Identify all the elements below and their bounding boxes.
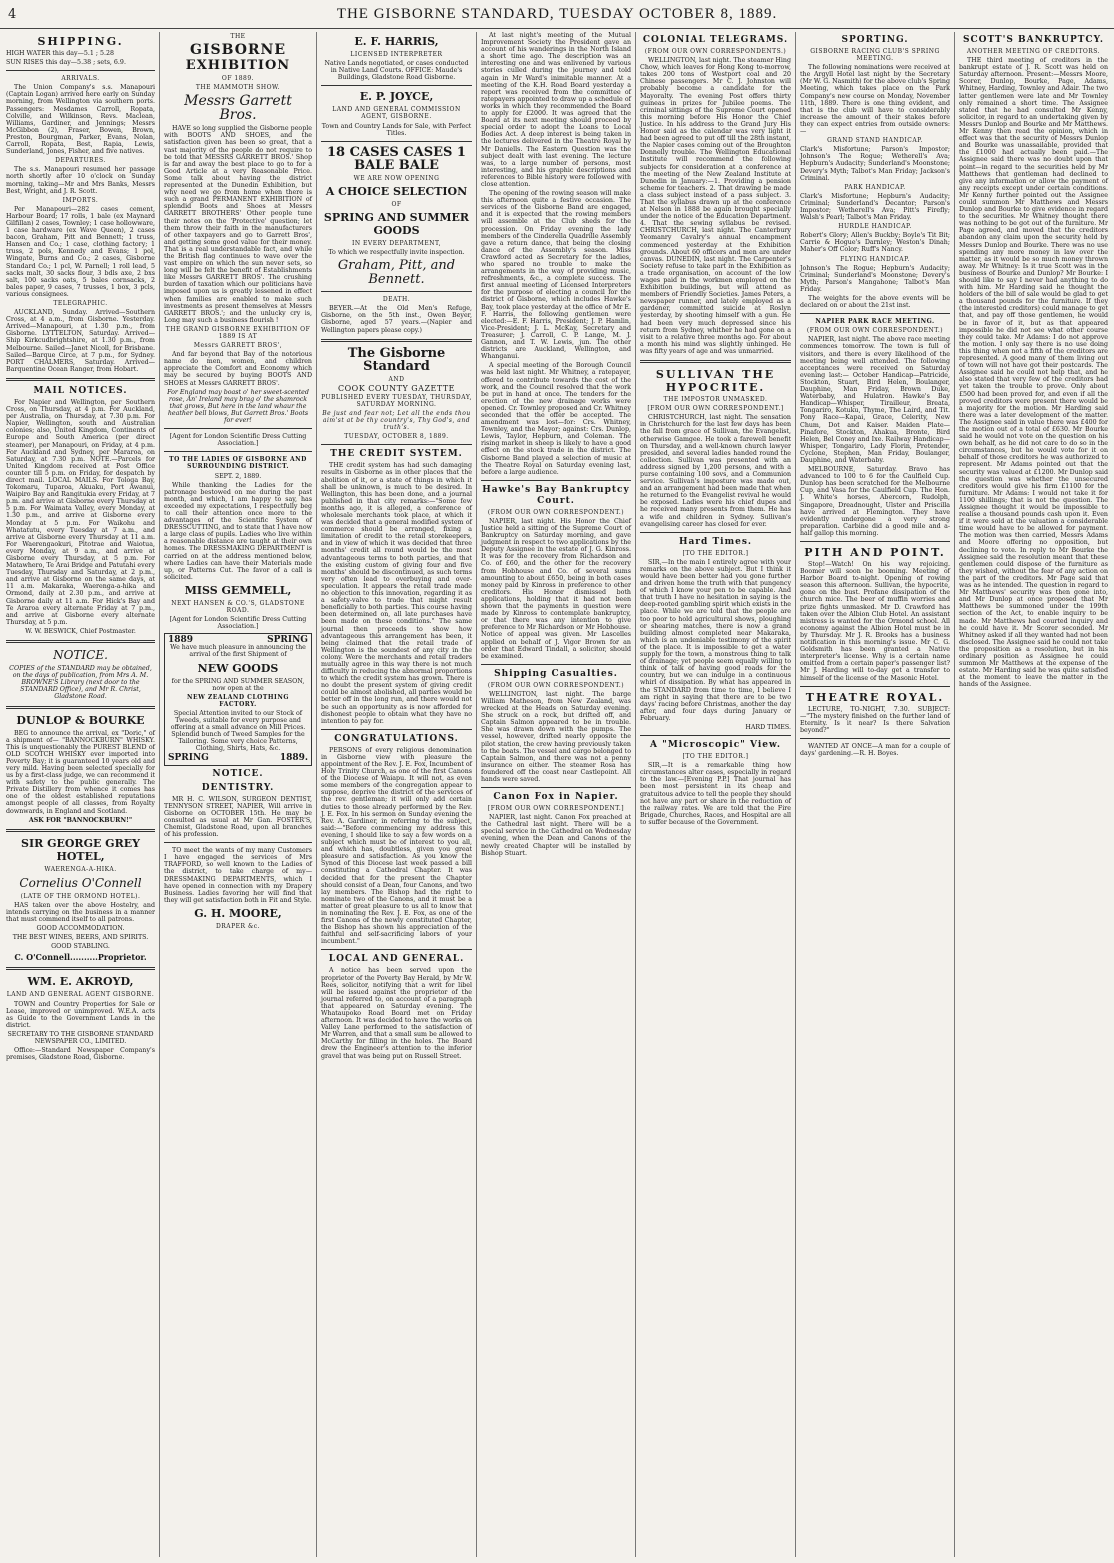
graham-pitt-bennett: Graham, Pitt, and Bennett. <box>337 258 456 288</box>
gemmell-heading: MISS GEMMELL, <box>184 583 292 597</box>
akroyd-secretary: SECRETARY TO THE GISBORNE STANDARD NEWSPAPER CO., LIMITED. <box>7 1030 154 1046</box>
column-1 <box>2 32 160 1557</box>
divider <box>481 787 631 788</box>
divider <box>640 360 791 363</box>
departures-text: The s.s. Manapouri resumed her passage north shortly after 10 o'clock on Sunday morning, taking—Mr and Mrs Banks, Messrs Best, Wright, and J. R. Scott. <box>6 166 155 195</box>
divider <box>481 480 631 481</box>
column-5 <box>636 32 796 1557</box>
death-text: BEYER.—At the Old Men's Refuge, Gisborne, on the 5th inst., Owen Beyer, Gisborne, aged 57 years.—(Napier and Wellington papers please copy.) <box>321 305 472 334</box>
spring-year: 1889 <box>168 635 194 646</box>
microscopic-sub: [TO THE EDITOR.] <box>682 753 749 761</box>
agent-note-2: [Agent for London Scientific Dress Cutting Association.] <box>169 616 307 631</box>
shipping-heading: SHIPPING. <box>37 35 124 48</box>
grey-hotel-location: WAERENGA-A-HIKA. <box>44 865 117 873</box>
exhibition-the: THE <box>230 33 246 40</box>
masthead <box>0 0 1114 29</box>
divider <box>6 640 155 643</box>
pith-text: Stop!—Watch! On his way rejoicing. Boomer will soon be booming. Meeting of Harbor Board to-night. Opening of rowing season this afternoon. Sullivan, the hypocrite, gone on the bust. Profane dissipation of the church mice. The beer of muffin worries and prize fights unmasked. Mr D. Crawford has taken over the Albion Club Hotel. An assistant mistress is wanted for the Ormond school. All economy against the Albion Hotel must be in by Thursday. Mr J. R. Brooks has a business notification in this morning's issue. Mr C. G. Goldsmith has been granted a Native interpreter's license. Why is a certain name omitted from a certain paper's passenger list? Mr J. Harding will to-day get a transfer to himself of the license of the Masonic Hotel. <box>800 561 950 682</box>
garrett-heading: Messrs Garrett Bros. <box>184 93 292 124</box>
divider <box>6 829 155 832</box>
napier-park-sub: (FROM OUR OWN CORRESPONDENT.) <box>806 327 944 335</box>
spring-foot-left: SPRING <box>168 752 209 763</box>
nz-clothing-factory: NEW ZEALAND CLOTHING FACTORY. <box>187 693 289 708</box>
page-number: 4 <box>8 7 17 22</box>
shipping-casualties-text: WELLINGTON, last night. The barge William Matheson, from New Zealand, was wrecked at the Heads on Saturday evening. She struck on a rock, but drifted off, and Captain Salmon appeared to be in trouble. She was drawn down with the pumps. The vessel, however, drifted nearly opposite the pilot station, the crew having previously taken to the boats. The vessel and cargo belonged to Captain Salmon, and there was not a penny insurance on either. The steamer Rosa has foundered off the coast near Castlepoint. All hands were saved. <box>481 690 631 783</box>
divider <box>6 706 155 709</box>
dunlop-ask: ASK FOR "BANNOCKBURN!" <box>28 816 133 824</box>
harris-heading: E. F. HARRIS, <box>354 35 439 48</box>
credit-text: THE credit system has had such damaging results in Gisborne as in other places that the abolition of it, or a state of things in which it shall be unknown, is much to be desired. In Wellington, this has been done, and a journal published in that city remarks:—"Some few months ago, it is alleged, a conference of wholesale merchants took place, at which it was decided that a general modified system of commerce should be arranged, fixing a limitation of credit to the retail storekeepers, and in view of which it was decided that three months' credit all round would be the most advantageous terms to both parties, and that the existing custom of giving four and five months' should be discontinued, as such terms very often lead to overbuying and over-speculation. It appears the retail trade made no objection to this innovation, regarding it as a safety-valve to trade that might result beneficially to both parties. This course having been determined on, all late purchases have been made on these conditions." The same journal then proceeds to show how advantageous this arrangement has been, it being claimed that the retail trade of Wellington is the soundest of any city in the colony. Were the merchants and retail traders mutually agree in this way there is not much difficulty in reducing the abnormal proportions to which the credit system has grown. There is no doubt the present system of giving credit could be almost abolished, all parties would be better off in the long run, and there would not be such an opportunity as is now afforded for dishonest people to obtain what they have no intention to pay for. <box>321 462 472 725</box>
napier-park-heading: NAPIER PARK RACE MEETING. <box>815 318 935 326</box>
notice-heading: NOTICE. <box>53 648 108 663</box>
microscopic-heading: A "Microscopic" View. <box>650 740 781 751</box>
moore-text: TO meet the wants of my many Customers I have engaged the services of Mrs TRAFFORD, so well known to the Ladies of the district, to take charge of my— DRESSMAKING DEPARTMENTS, which I have opened in connection with my Drapery Business. Ladies favoring her will find that they will get satisfaction both in Fit and Style. <box>164 847 312 904</box>
standard-and: AND <box>388 375 405 383</box>
akroyd-office: Office:—Standard Newspaper Company's premises, Gladstone Road, Gisborne. <box>6 1047 155 1062</box>
racing-heading: GISBORNE RACING CLUB'S SPRING MEETING. <box>810 48 940 63</box>
mutual-text: At last night's meeting of the Mutual Improvement Society the President gave an account of his wanderings in the North Island a short time ago. The description was an interesting one and was enlivened by various stories culled during the journey and told again in Mr Ward's inimitable manner. At a meeting of the K.H. Road Board yesterday a report was received from the committee of ratepayers appointed to draw up a schedule of works in which they recommended the Board to apply for £2000. It was agreed that the Board at its next meeting should proceed by special order to adopt the Loans to Local Bodies Act. A deep interest is being taken in the lectures delivered in the Theatre Royal by Mr Daniells. The Eastern Question was the subject dealt with last evening. The lecture was, to a large number of persons, most interesting, and his graphic descriptions and references to Bible history were followed with close attention. <box>481 32 631 188</box>
akroyd-text: TOWN and Country Properties for Sale or Lease, improved or unimproved. W.E.A. acts as Guide to the Government Lands in the district. <box>6 1000 155 1029</box>
pith-heading: PITH AND POINT. <box>804 546 946 559</box>
sullivan-text: CHRISTCHURCH, last night. The sensation in Christchurch for the last few days has been the fall from grace of Sullivan, the Evangelist, otherwise Gamgee. He took a farewell benefit on Thursday, and a well-known church lawyer presided, and several ladies handed round the collection. Sullivan was presented with an address signed by 1,200 persons, and with a purse containing 100 sovs, and a Communion service. Sullivan's imposture was made out, and an arrangement had been made that when he returned to the Evangelist revival he would be exposed. Ladies were his chief dupes and he received many presents from them. He has a wife and children in Sydney. Sullivan's evangelising career has closed for ever. <box>640 414 791 528</box>
standard-date: TUESDAY, OCTOBER 8, 1889. <box>344 433 449 441</box>
moore-sub: DRAPER &c. <box>215 922 261 930</box>
borough-text: A special meeting of the Borough Council was held last night. Mr Whitney, a ratepayer, offered to contribute towards the cost of the work, and the Council resolved that the work be put in hand at once. The tenders for the erection of the new drainage works were opened. Cr. Townley proposed and Cr. Whitney seconded that the offer be accepted. The amendment was lost—for: Crs. Whitney, Townley, and the Mayor; against: Crs. Dunlop, Lewis, Taylor, Hepburn, and Coleman. The rising market in sheep is likely to have a good effect on the stock trade in the district. The Gisborne Band played a selection of music at the Theatre Royal on Saturday evening last, before a large audience. <box>481 362 631 476</box>
flying-handicap-list: Johnson's The Rogue; Hepburn's Audacity; Criminal; Sunderland's Moonstone; Devery's Myth; Parson's Mangahone; Talbot's Man Friday. <box>800 264 950 293</box>
new-goods: NEW GOODS <box>197 661 279 675</box>
good-accommodation: GOOD ACCOMMODATION. <box>36 925 125 933</box>
grey-hotel-heading: SIR GEORGE GREY HOTEL, <box>21 836 140 863</box>
grand-exhibition-heading: THE GRAND GISBORNE EXHIBITION OF 1889 IS AT <box>165 325 311 340</box>
theatre-text: LECTURE, TO-NIGHT, 7.30. SUBJECT:—"The mystery finished on the further land of Eternity. Is it near? Is there Salvation beyond?" <box>800 705 950 734</box>
standard-cook: COOK COUNTY GAZETTE <box>337 383 456 393</box>
hawkes-text: NAPIER, last night. His Honor the Chief Justice held a sitting of the Supreme Court of Bankruptcy on Saturday morning, and gave judgment in respect to two applications by the Deputy Assignee in the estate of J. G. Kinross. It was for the recovery from Richardson and Co. of £60, and the other for the recovery from Hobhouse and Co. of several sums amounting to about £650, being in both cases money paid by Kinross in preference to other creditors. His Honor dismissed both applications, holding that it had not been shown that the payments in question were made by Kinross to contemplate bankruptcy, or that there was any intention to give preference to Mr Richardson or Mr Hobhouse. Notice of appeal was given. Mr Lascelles applied on behalf of J. Vigor Brown for an order that Edward Tindall, a solicitor, should be examined. <box>481 517 631 660</box>
standard-motto: Be just and fear not; Let all the ends thou aim'st at be thy country's, Thy God's, and truth's. <box>322 409 471 432</box>
hard-times-text: SIR,—In the main I entirely agree with your remarks on the above subject. But I think it would have been better had you gone further and driven home the truth with that pungency of which I know your pen to be capable. And that truth I have no hesitation in saying is the deep-rooted gambling spirit which exists in the place. While we are told that the people are too poor to hold agricultural shows, ploughing or shearing matches, there is now a grand building almost completed near Makaraka, which is an undeniable testimony of the spirit of the place. It is impossible to get a water supply for the town, a monstrous thing to talk of drainage; yet people seem equally willing to think of talk of having good roads for the country, but we can indulge in a continuous whirl of dissipation. By what has appeared in the STANDARD from time to time, I believe I am right in saying that there are to be two days' racing before Christmas, another the day after, and four days during January or February. <box>640 558 791 722</box>
cases-bales: 18 CASES CASES 1 BALE BALE <box>327 144 466 173</box>
joyce-heading: E. P. JOYCE, <box>359 90 434 104</box>
garrett-text: HAVE so long supplied the Gisborne people with BOOTS AND SHOES, and the satisfaction given has been so great, that a vast majority of the people do not require to be told that MESSRS GARRETT BROS.' Shop is far and away the best place to go to for a Good Article at a very Reasonable Price. Some talk about having the district represented at the Dunedin Exhibition, but why need we go from home when there is such a grand PERMANENT EXHIBITION of splendid Boots and Shoes at Messrs GARRETT BROTHERS' Other people tune their notes on the 'Protective' question; let them throw their faith in the manufacturers of other taxpayers and go to Garrett Bros', and getting some good value for their money. That is a real understandable fact, and while the British flag continues to wave over the vast empire on which the sun never sets, so long will be felt the benefit of Establishments like Messrs GARRETT BROS'. The crushing burden of taxation which our politicians have imposed upon us is greatly lessened in effect when families are enabled to make such investments as present themselves at Messrs GARRETT BROS.'; and the unlucky cry is, Long may such a business flourish ! <box>164 125 312 324</box>
column-3 <box>317 32 477 1557</box>
exhibition-gisborne: GISBORNE <box>189 42 286 59</box>
divider <box>164 842 312 843</box>
divider <box>321 949 472 950</box>
agent-note-1: [Agent for London Scientific Dress Cutting Association.] <box>169 433 307 448</box>
gemmell-address: NEXT HANSEN & CO.'S, GLADSTONE ROAD. <box>171 599 305 614</box>
spring-ad <box>164 633 312 765</box>
divider <box>321 729 472 730</box>
microscopic-text: SIR,—It is a remarkable thing how circumstances alter cases, especially in regard to the law.—[Evening P.P.] That journal has been most persistent in its cheap and gratuitous advice to tell the people they should not have any part or share in the reduction of the railway rates. We are told that the Fire Brigade, Churches, Races, and Hospital are all to suffer because of the Government. <box>640 762 791 826</box>
divider <box>800 541 950 542</box>
oconnell-sub: (LATE OF THE ORMOND HOTEL). <box>20 892 141 900</box>
spring-text-2: Special Attention invited to our Stock of Tweeds, suitable for every purpose and offering at a small advance on Mill Prices. Splendid bunch of Tweed Samples for the Tailoring. Some very choice Patterns, Clothing, Shirts, Hats, &c. <box>170 709 306 753</box>
scott-sub: ANOTHER MEETING OF CREDITORS. <box>966 48 1101 55</box>
sullivan-heading: SULLIVAN THE HYPOCRITE. <box>655 368 776 395</box>
joyce-sub: LAND AND GENERAL COMMISSION AGENT, GISBORNE. <box>332 106 461 121</box>
divider <box>164 428 312 429</box>
sun-text: SUN RISES this day—5.38 ; sets, 6.9. <box>6 59 126 67</box>
divider <box>6 967 155 970</box>
column-2 <box>160 32 317 1557</box>
scott-heading: SCOTT'S BANKRUPTCY. <box>963 35 1104 45</box>
spring-word: SPRING <box>267 635 308 646</box>
standard-published: PUBLISHED EVERY TUESDAY, THURSDAY, SATURDAY MORNING. <box>321 393 472 408</box>
oconnell-heading: Cornelius O'Connell <box>19 875 142 890</box>
shipping-casualties-sub: (FROM OUR OWN CORRESPONDENT.) <box>487 681 625 689</box>
sporting-heading: SPORTING. <box>841 35 909 45</box>
divider <box>321 141 472 142</box>
choice-of: OF <box>391 200 402 208</box>
joyce-text: Town and Country Lands for Sale, with Perfect Titles. <box>321 122 472 137</box>
dentistry-heading: DENTISTRY. <box>201 782 275 793</box>
best-wines: THE BEST WINES, BEERS, AND SPIRITS. <box>12 934 149 942</box>
ladies-date: SEPT. 2, 1889. <box>214 472 262 480</box>
oconnell-proprietor: C. O'Connell..........Proprietor. <box>14 952 147 963</box>
regatta-text: The opening of the rowing season will make this afternoon quite a festive occasion. The services of the Gisborne Band are engaged, and it is expected that the rowing members will assemble at the Club sheds for the procession. On Friday evening the lady members of the Cinderella Quadrille Assembly gave a return dance, that being the closing dance of the Assembly's season. Miss Crawford acted as Secretary for the ladies, who spared no trouble to make the arrangements in the way of providing music, refreshments, &c., a complete success. The first annual meeting of Licensed Interpreters for the purpose of electing a council for the district of Gisborne, which includes Hawke's Bay, took place yesterday at the office of Mr E. F. Harris, the following gentlemen were elected:—E. F. Harris, President; J. P. Hamlin, Vice-President; J. L. McKay, Secretary and Treasurer; J. Carroll, C. P. Lange, M. J. Gannon, and T. W. Lewis, jun. The other districts are Auckland, Wellington, and Whanganui. <box>481 190 631 361</box>
imports-text: Per Manapouri—282 cases cement, Harbour Board; 17 rolls, 1 bale (ex Maynard Gilfillan) 2 cases, Townley; 1 case hollowware, 1 case hardware (ex Wave Queen), 2 cases bacon, Graham, Pitt and Bennett; 1 truss, Hansen and Co.; 1 case, clothing factory; 1 truss, 2 pols, Kennedy and Evans; 1 pol, Wingate, Burns and Co.; 2 cases, Gisborne Standard Co.; 1 pcl, W. Parnell; 1 roll lead, 5 sacks malt, 30 sacks flour, 3 bdls axe, 2 bxs salt, 100 sacks oats, 5 bales cornsacks, 2 bales paper, 9 cases, 7 trusses, 1 box, 3 pcls, various consignees. <box>6 205 155 298</box>
spring-foot-right: 1889. <box>279 752 308 763</box>
spring-text: We have much pleasure in announcing the arrival of the first Shipment of <box>170 644 306 659</box>
divider <box>164 451 312 452</box>
grand-exhibition-text: And far beyond that Bay of the notorious name do men, women, and children appreciate the Comfort and Economy which may be secured by buying BOOTS AND SHOES at Messrs GARRETT BROS'. <box>164 351 312 387</box>
newspaper-title: THE GISBORNE STANDARD, TUESDAY OCTOBER 8, 1889. <box>336 5 778 22</box>
hurdle-handicap-heading: HURDLE HANDICAP. <box>838 223 912 231</box>
choice-selection: A CHOICE SELECTION <box>325 184 468 198</box>
exhibition-year: OF 1889. <box>221 75 255 83</box>
divider <box>6 378 155 381</box>
hawkes-heading: Hawke's Bay Bankruptcy Court. <box>482 484 630 506</box>
shipping-casualties-heading: Shipping Casualties. <box>494 668 618 679</box>
colonial-sub: (FROM OUR OWN CORRESPONDENTS.) <box>644 48 787 55</box>
divider <box>800 686 950 687</box>
arrivals-heading: ARRIVALS. <box>61 75 100 83</box>
wanted-text: WANTED AT ONCE—A man for a couple of days' gardening.—R. H. Boyes. <box>800 742 950 758</box>
exhibition-title: EXHIBITION <box>185 58 291 74</box>
akroyd-heading: WM. E. AKROYD, <box>27 975 134 989</box>
divider <box>800 313 950 314</box>
mail-heading: MAIL NOTICES. <box>33 385 128 396</box>
invite-text: To which we respectfully invite inspection. <box>328 249 465 257</box>
racing-text: The following nominations were received at the Argyll Hotel last night by the Secretary (Mr W. G. Nasmith) for the above club's Spring Meeting, which takes place on the Park Company's new course on Monday, November 11th, 1889. There is one thing evident, and that is the club will have to considerably increase the amount of their stakes before they can expect entries from outside owners:— <box>800 64 950 136</box>
melbourne-text: MELBOURNE, Saturday. Bravo has advanced to 100 to 6 for the Caulfield Cup. Dunlop has been scratched for the Melbourne Cup, and Vasa for the Caulfield Cup. The Hon. J. White's horses, Abercorn, Rudolph, Singapore, Dreadnought, Ulster and Priscilla have arrived at Flemington. They have evidently undergone a very strong preparation. Carbine did a good mile and a-half gallop this morning. <box>800 466 950 537</box>
divider <box>6 70 155 71</box>
departures-heading: DEPARTURES. <box>55 157 106 165</box>
harris-text: Native Lands negotiated, or cases conducted in Native Land Courts. OFFICE: Maude's Buildings, Gladstone Road Gisborne. <box>324 60 469 82</box>
canon-text: NAPIER, last night. Canon Fox preached at the Cathedral last night. There will be a special service in the Cathedral on Wednesday evening, when the Dean and Canons of the newly created Chapter will be installed by Bishop Stuart. <box>481 814 631 857</box>
hard-times-heading: Hard Times. <box>678 536 753 547</box>
congrats-text: PERSONS of every religious denomination in Gisborne view with pleasure the appointment of the Rev. J. E. Fox, Incumbent of Holy Trinity Church, as one of the first Canons of the Diocese of Waiapu. It will not, as even some members of the congregation appear to suppose, deprive the district of the services of the rev. gentleman; it will only add certain duties to those already performed by the Rev. J. E. Fox. In his sermon on Sunday evening the Rev. A. Gardiner, in referring to the subject, said:—"Before commencing my address this evening, I should like to say a few words on a subject which must be of interest to you all, and which has, doubtless, given you great pleasure and satisfaction. As you know the Synod of this Diocese last week passed a bill constituting a Cathedral Chapter. It was decided that for the present the Chapter should consist of a Dean, four Canons, and two lay members. The Bishop had the right to nominate two of the Canons, and it must be a matter of great pleasure to us all to know that in nominating the Rev. J. E. Fox, as one of the first Canons of the newly constituted Chapter, the Bishop has shown his appreciation of the faithful and self-sacrificing labors of your incumbent." <box>321 746 472 946</box>
akroyd-sub: LAND AND GENERAL AGENT GISBORNE. <box>6 991 155 999</box>
grand-exhibition-sub: Messrs GARRETT BROS', <box>193 342 283 350</box>
local-heading: LOCAL AND GENERAL. <box>328 954 465 965</box>
divider <box>481 664 631 665</box>
column-4 <box>477 32 636 1557</box>
every-department: IN EVERY DEPARTMENT, <box>351 239 442 247</box>
column-6 <box>796 32 955 1557</box>
spring-summer-goods: SPRING AND SUMMER GOODS <box>323 210 470 237</box>
imports-heading: IMPORTS. <box>62 196 99 204</box>
canon-sub: [FROM OUR OWN CORRESPONDENT.] <box>487 805 625 813</box>
flying-handicap-heading: FLYING HANDICAP. <box>840 255 910 263</box>
local-text: A notice has been served upon the proprietor of the Poverty Bay Herald, by Mr W. Rees, solicitor, notifying that a writ for libel will be issued against the proprietor of the journal referred to, on account of a paragraph that appeared on Saturday evening. The Whataupoko Road Board met on Friday afternoon. It was decided to have the works on Valley Lane performed to the satisfaction of Mr Warren, and that a small sum be allowed to McCarthy for filling in the holes. The Board drew the Engineer's attention to the inferior gravel that was being put on Russell Street. <box>321 967 472 1060</box>
divider <box>321 444 472 445</box>
divider <box>321 339 472 342</box>
colonial-heading: COLONIAL TELEGRAMS. <box>642 35 789 45</box>
mail-signature: W. W. BESWICK, Chief Postmaster. <box>25 627 136 635</box>
ladies-heading: TO THE LADIES OF GISBORNE AND SURROUNDING DISTRICT. <box>169 456 307 471</box>
sullivan-sub-2: [FROM OUR OWN CORRESPONDENT.] <box>647 405 784 413</box>
hurdle-handicap-list: Robert's Glory; Allen's Buckby; Boyle's Tit Bit; Carrie & Hogue's Darnley; Weston's Dinah; Maher's Off Color; Ruff's Nancy. <box>800 232 950 254</box>
ladies-text: While thanking the Ladies for the patronage bestowed on me during the past month, and which, I am happy to say, has exceeded my expectations, I respectfully beg to call their attention once more to the advantages of the Scientific System of DRESSCUTTING, and to state that I have now a large class of pupils. Ladies who live within a reasonable distance are taught at their own homes. The DRESSMAKING DEPARTMENT is carried on at the address mentioned below, where Ladies can have their Materials made up, or Patterns Cut. The favor of a call is solicited. <box>164 481 312 581</box>
divider <box>321 85 472 86</box>
tides-text: HIGH WATER this day—5.1 ; 5.28 <box>6 50 115 57</box>
park-handicap-heading: PARK HANDICAP. <box>844 183 906 191</box>
spring-season: for the SPRING AND SUMMER SEASON, now open at the <box>171 677 305 692</box>
arrivals-text: The Union Company's s.s. Manapouri (Captain Logan) arrived here early on Sunday morning, from Wellington via southern ports. Passengers: Mesdames Carroll, Ropata, Colville, and Wilkinson, Revs. Maclean, Williams, Gardiner, and Jennings; Messrs McGibbon (2), Fraser, Bowen, Brown, Preston, Bourgman, Parker, Evans, Nolan, Carroll, Ropata, Best, Rapia, Lewis, Sunderland, Jones, Fisher, and five natives. <box>6 84 155 156</box>
column-7 <box>955 32 1112 1557</box>
weights-text: The weights for the above events will be declared on or about the 21st inst. <box>800 295 950 310</box>
opening-text: WE ARE NOW OPENING <box>353 174 440 182</box>
hard-times-signature: HARD TIMES. <box>745 723 791 731</box>
good-stabling: GOOD STABLING. <box>51 943 110 951</box>
canon-heading: Canon Fox in Napier. <box>493 792 619 803</box>
hard-times-sub: [TO THE EDITOR.] <box>682 549 749 557</box>
standard-title: The Gisborne Standard <box>347 345 446 374</box>
dunlop-heading: DUNLOP & BOURKE <box>16 713 145 727</box>
dunlop-text: BEG to announce the arrival, ex "Doric," of a shipment of— "BANNOCKBURN" WHISKY. This is unquestionably the PUREST BLEND of OLD SCOTCH WHISKY ever imported into Poverty Bay; it is guaranteed 10 years old and very mild. Having been selected specially for us by a first-class judge, we can recommend it with safety to the public generally. The Private Distillery from whence it comes has one of the oldest established reputations amongst people of all classes, from Royalty downwards, in England and Scotland. <box>6 729 155 815</box>
sullivan-sub: THE IMPOSTOR UNMASKED. <box>663 396 768 404</box>
divider <box>640 532 791 533</box>
grand-stand-handicap-heading: GRAND STAND HANDICAP. <box>827 137 923 145</box>
scott-text: THE third meeting of creditors in the bankrupt estate of J. R. Scott was held on Saturday afternoon. Present:—Messrs Moore, Scorer, Dunlop, Bourke, Page, Adams, Whitney, Harding, Townley and Adair. The two latter gentlemen were late and Mr Townley only remained a short time. The Assignee stated that he had consulted Mr Kenny, solicitor, in regard to an undertaking given by Messrs Dunlop and Bourke and Mr Matthews. Mr Kenny then read the opinion, which in effect was that the security of Messrs Dunlop and Bourke was unassailable, provided that the £1000 had actually been paid.—The Assignee said there was no doubt upon that point—in regard to the securities held by Mr Matthews that gentleman had declined to give any information or allow the payment of any receipts except under certain conditions. Mr Kenny further pointed out the Assignee could summon Mr Matthews and Messrs Dunlop and Bourke to give evidence in regard to the securities. Mr Whitney thought there was nothing to be got out of the furniture. Mr Page agreed, and moved that the creditors abandon any claim upon the security held by Messrs Dunlop and Bourke. There was no use spending any more money in law over the matter, as it would be so much money thrown away. Mr Whitney: Is it true Scott was in the business of Bourke and Dunlop? Mr Bourke: I should like to say I never had anything to do with him. Mr Harding said he thought the holders of the bill of sale would be glad to get a thousand pounds for the furniture. If they (the interested creditors) could manage to get that, and pay off those gentlemen, he would be in favor of it, but as that appeared impossible he did not see what other course they could take. Mr Adams: I do not approve the motion. I only say there is no use doing this thing when not a fifth of the creditors are represented. A good many of them living out of town will not have got their postcards. The Assignee said he could not help that, and he also stated that very few of the creditors had yet taken the trouble to prove. Only about £500 had been proved for, and even if all the proved creditors were present there would be a majority for the motion. Mr Harding said there was a later development of the matter. The Assignee said in value there was £400 for the motion out of a total of £630. Mr Bourke said he would not vote on the question on his own behalf, as he did not care to do so in the circumstances, but he would vote for it on behalf of those creditors he was authorized to represent. Mr Adams pointed out that the security was valued at £1200. Mr Dunlop said the question was whether the unsecured creditors would give his firm £1100 for the furniture. Mr Adams: I would not take it for 1100 shillings; that is not the question. The Assignee thought it would be impossible to realise a thousand pounds cash upon it. Even if it were sold at the valuation a considerable time would have to be allowed for payment. The motion was then carried, Messrs Adams and Moore offering no opposition, but declining to vote. In reply to Mr Bourke the Assignee said the resolution meant that these gentlemen could dispose of the furniture as they wished, without the fear of any action on the part of the creditors. Mr Page said that was as he intended. The question in regard to Mr Matthews' security was then gone into, and Mr Dunlop at once proposed that Mr Matthews be summoned under the 199th section of the Act, to enable inquiry to be made. Mr Matthews had courted inquiry and he could have it. Mr Scorer seconded. Mr Whitney asked if all they wanted had not been disclosed. The Assignee said he could not take the proposition as a resolution, but in his ordinary position as Assignee he could summon Mr Matthews at the expense of the estate. Mr Harding said he was quite satisfied at the moment to leave the matter in the hands of the Assignee. <box>959 57 1108 689</box>
dentistry-text: MR H. C. WILSON, SURGEON DENTIST, TENNYSON STREET, NAPIER, Will arrive in Gisborne on OCTOBER 15th. He may be consulted as usual at Mr Gan. FOSTER'S, Chemist, Gladstone Road, upon all branches of his profession. <box>164 795 312 839</box>
moore-heading: G. H. MOORE, <box>194 906 282 920</box>
napier-park-text: NAPIER, last night. The above race meeting commences tomorrow. The town is full of visitors, and there is every likelihood of the meeting being well attended. The following acceptances were received on Saturday evening last:— October Handicap—Patricide, Stockton, Stuart, Bird Helen, Boulanger, Dauphine, Man Friday, Brown Duke, Waterbaby, and Hulatron. Hawke's Bay Handicap—Whisper, Tirailleur, Breata, Tongariro, Kotuku, Thyme, The Laird, and Tit. Pony Race—Kapai, Grace, Celerity, New Chum, Dot and Kaiser. Maiden Plate—Pinafore, Stockton, Ahakua, Bronte, Bird Helen, Bel Coney and Ixe. Railway Handicap—Whisper, Tongariro, Lady Florin, Pretender, Cyclone, Stephen, Man Friday, Boulanger, Dauphine, and Waterbaby. <box>800 336 950 464</box>
exhibition-verse: For England may boast o' her sweet-scented rose, An' Ireland may brag o' the shamrock that grows, But here in the land whaur the heather bell blows, But Garrett Bros.' Boots for ever! <box>167 388 309 425</box>
mail-text: For Napier and Wellington, per Southern Cross, on Thursday, at 4 p.m. For Auckland, per Australia, on Thursday, at 7.30 p.m. For Napier, Wellington, south and Australian colonies; also, United Kingdom, Continents of Europe and South America (per direct steamer), per Manapouri, on Friday, at 4 p.m. For Auckland and Sydney, per Mararoa, on Saturday, at 7.30 p.m. NOTE.—Parcels for United Kingdom received at Post Office counter till 5 p.m. on Friday, for despatch by direct mail. LOCAL MAILS. For Tologa Bay, Tokomaru, Tuparoa, Akuaku, Port Awanui, Waipiro Bay and Rangitukia every Friday, at 7 p.m. and arrive at Gisborne every Thursday at 5 p.m. For Waimata Valley, every Monday, at 1.30 p.m., and arrive at Gisborne every Monday at 5 p.m. For Waikohu and Whatatutu, every Tuesday at 7 a.m., and arrive at Gisborne every Thursday at 11 a.m. For Waerengaokuri, Pitotrae and Waiotua, every Monday, at 9 a.m., and arrive at Gisborne every Thursday, at 5 p.m. For Matawhero, Te Arai Bridge and Patutahi every Tuesday, Thursday and Saturday, at 2 p.m., and arrive at Gisborne on the same days, at 11 a.m. Makaraka, Waerenga-a-hika and Ormond, daily at 2.30 p.m., and arrive at Gisborne daily at 11 a.m. For Hick's Bay and Te Araroa every alternate Friday at 7 p.m., and arrive at Gisborne every alternate Thursday, at 5 p.m. <box>6 398 155 626</box>
grand-stand-handicap-list: Clark's Misfortune; Parson's Impostor; Johnson's The Rogue; Wetherell's Ava; Hepburn's Audacity; Sunderland's Moonstone; Devery's Myth; Talbot's Man Friday; Jackson's Criminal. <box>800 146 950 182</box>
harris-sub: LICENSED INTERPRETER <box>350 51 443 58</box>
oconnell-text: HAS taken over the above Hostelry, and intends carrying on the business in a manner that must commend itself to all patrons. <box>6 901 155 924</box>
mammoth-show: THE MAMMOTH SHOW. <box>195 84 281 92</box>
congrats-heading: CONGRATULATIONS. <box>334 733 459 744</box>
telegraphic-text: AUCKLAND, Sunday. Arrived—Southern Cross, at 4 a.m., from Gisborne. Yesterday. Arrived—Manapouri, at 1.30 p.m., from Gisborne. LYTTELTON, Saturday. Arrived—Ship Kirkcudbrightshire, at 1.30 p.m., from Melbourne. Sailed—Janet Nicoll, for Brisbane. Sailed—Barque Circe, at 7 p.m., for Sydney. PORT CHALMERS, Saturday. Arrived—Barquentine Ocean Ranger, from Hobart. <box>6 309 155 373</box>
notice-heading-2: NOTICE. <box>212 768 264 779</box>
notice-text: COPIES of the STANDARD may be obtained, on the days of publication, from Mrs A. M. BROWNE'S Library (next door to the STANDARD Office), and Mr R. Christ, Gladstone Road. <box>9 665 152 701</box>
divider <box>640 735 791 736</box>
telegraphic-heading: TELEGRAPHIC. <box>53 300 108 307</box>
divider <box>321 291 472 292</box>
theatre-heading: THEATRE ROYAL. <box>805 690 945 704</box>
park-handicap-list: Clark's Misfortune; Hepburn's Audacity; Criminal; Sunderland's Decantor; Parson's Impostor; Wetherell's Ava; Pitt's Firefly; Walsh's Pearl; Talbot's Man Friday. <box>800 192 950 222</box>
hawkes-sub: (FROM OUR OWN CORRESPONDENT.) <box>487 508 625 516</box>
death-heading: DEATH. <box>382 296 411 304</box>
divider <box>800 738 950 739</box>
credit-heading: THE CREDIT SYSTEM. <box>330 449 463 460</box>
colonial-text: WELLINGTON, last night. The steamer Hing Chow, which leaves for Hong Kong to-morrow, takes 200 tons of Westport coal and 20 Chinese passengers. Mr C. J. Johnston will probably become a candidate for the Mayoralty. The evening Post offers thirty guineas in prizes for Jubilee poems. The criminal sittings of the Supreme Court opened this morning before His Honor the Chief Justice. In his address to the Grand Jury His Honor said as the calendar was very light it had been agreed to put off till the 28th instant, the Napier cases coming out of the Broughton Donnelly trouble. The Wellington Educational Institute will recommend the following subjects for consideration at a conference at the meeting of the New Zealand Institute at Dunedin in January:—1. Providing a pension scheme for teachers. 2. That drawing be made a class subject instead of a pass subject. 3. That the syllabus drawn up at the conference at Nelson in 1888 be again brought specially under the notice of the Education Department. 4. That the sewing syllabus be revised. CHRISTCHURCH, last night. The Canterbury Yeomanry Cavalry's annual encampment commenced yesterday at the Exhibition grounds. About 60 officers and men are under canvas. DUNEDIN, last night. The Carpenter's Society refuse to take part in the Exhibition as a trade organisation, on account of the low wages paid in the workmen employed on the Exhibition buildings, but will attend as members of Friendly Societies. James Peters, a newspaper runner, and lately employed as a gardener, committed suicide at Roslyn yesterday, by shooting himself with a gun. He had been very much depressed since his return from Sydney, whither he had gone on a visit to a relative three months ago. For about a month his mind was slightly unhinged. He was fifty years of age and was unmarried. <box>640 57 791 355</box>
